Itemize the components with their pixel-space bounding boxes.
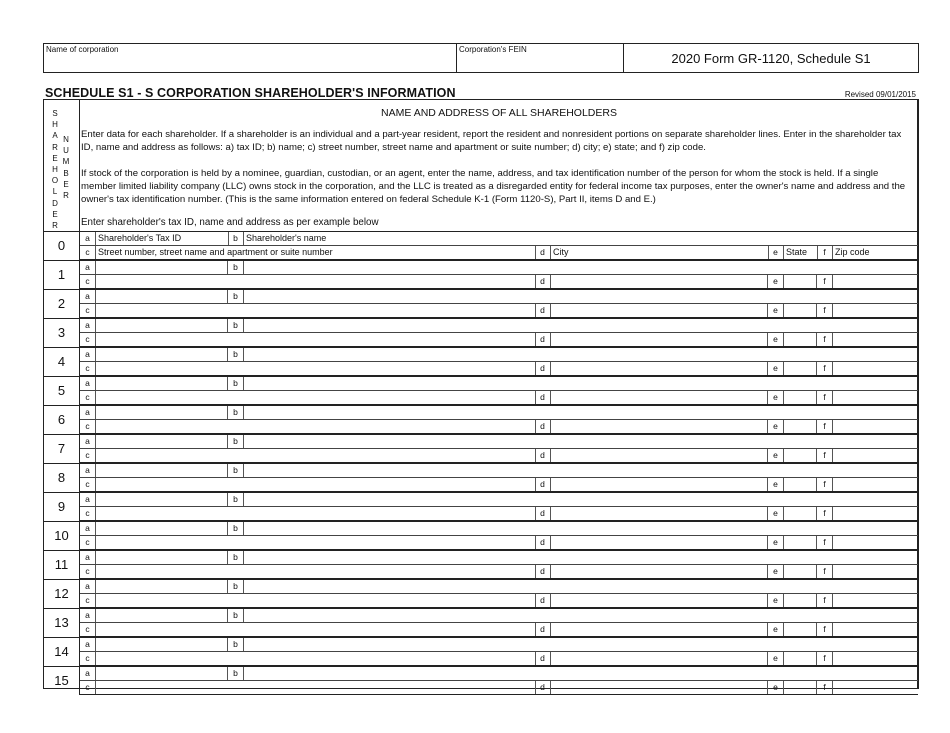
field-letter-f: f <box>817 304 833 317</box>
row-number: 15 <box>44 667 80 695</box>
shareholder-line-bottom <box>80 420 918 434</box>
state-input[interactable] <box>784 594 817 607</box>
field-letter-d: d <box>535 681 551 694</box>
tax-id-input[interactable] <box>96 609 228 622</box>
field-letter-e: e <box>768 652 784 665</box>
field-letter-d: d <box>535 362 551 375</box>
field-letter-b: b <box>228 319 244 332</box>
side-label-number: N U M B E R <box>62 135 70 201</box>
tax-id-input[interactable] <box>96 464 228 477</box>
field-letter-d: d <box>535 420 551 433</box>
shareholder-row <box>44 376 918 405</box>
field-letter-c: c <box>80 449 96 462</box>
divider <box>79 100 80 231</box>
tax-id-input[interactable] <box>96 261 228 274</box>
shareholder-name-input[interactable] <box>244 261 918 274</box>
shareholder-line-bottom <box>80 478 918 492</box>
field-letter-e: e <box>768 275 784 288</box>
state-input[interactable] <box>784 362 817 375</box>
street-address-input[interactable] <box>96 507 535 520</box>
row-number: 3 <box>44 319 80 347</box>
field-letter-e: e <box>768 565 784 578</box>
zip-code-input[interactable] <box>833 304 918 317</box>
field-letter-b: b <box>228 377 244 390</box>
street-address-input[interactable] <box>96 304 535 317</box>
city-input[interactable] <box>551 507 768 520</box>
shareholder-name-input[interactable] <box>244 580 918 593</box>
state-input[interactable] <box>784 449 817 462</box>
field-letter-f: f <box>817 565 833 578</box>
shareholder-row <box>44 463 918 492</box>
state-input[interactable] <box>784 565 817 578</box>
field-letter-b: b <box>228 580 244 593</box>
section-heading: NAME AND ADDRESS OF ALL SHAREHOLDERS <box>381 107 617 119</box>
zip-code-input[interactable] <box>833 478 918 491</box>
field-letter-a: a <box>80 319 96 332</box>
street-address-input[interactable] <box>96 391 535 404</box>
field-letter-e: e <box>768 681 784 694</box>
shareholder-line-top <box>80 290 918 304</box>
shareholder-line-top <box>80 667 918 681</box>
field-letter-a: a <box>80 638 96 651</box>
zip-code-input[interactable] <box>833 623 918 636</box>
form-title: 2020 Form GR-1120, Schedule S1 <box>671 51 871 66</box>
field-letter-c: c <box>80 594 96 607</box>
tax-id-input[interactable] <box>96 377 228 390</box>
field-letter-c: c <box>80 333 96 346</box>
field-letter-f: f <box>817 681 833 694</box>
row-number: 14 <box>44 638 80 666</box>
field-letter-a: a <box>80 290 96 303</box>
corporation-fein-field[interactable] <box>456 43 623 73</box>
tax-id-input[interactable] <box>96 551 228 564</box>
zip-code-input[interactable] <box>833 333 918 346</box>
field-letter-c: c <box>80 275 96 288</box>
field-letter-b: b <box>228 667 244 680</box>
row-number: 1 <box>44 261 80 289</box>
city-input[interactable] <box>551 478 768 491</box>
field-letter-e: e <box>768 594 784 607</box>
example-line-top <box>80 232 918 246</box>
field-letter-b: b <box>228 609 244 622</box>
field-letter-d: d <box>535 478 551 491</box>
city-input[interactable] <box>551 304 768 317</box>
shareholder-name-input[interactable] <box>244 435 918 448</box>
shareholder-line-bottom <box>80 507 918 521</box>
field-letter-c: c <box>80 565 96 578</box>
field-letter-a: a <box>80 464 96 477</box>
field-letter-f: f <box>817 333 833 346</box>
city-input[interactable] <box>551 565 768 578</box>
field-letter-c: c <box>80 362 96 375</box>
field-letter-a: a <box>80 551 96 564</box>
tax-id-input[interactable] <box>96 348 228 361</box>
shareholder-line-bottom <box>80 362 918 376</box>
shareholder-line-top <box>80 435 918 449</box>
field-letter-b: b <box>228 493 244 506</box>
shareholder-name-input[interactable] <box>244 348 918 361</box>
field-letter-b: b <box>228 290 244 303</box>
field-letter-e: e <box>768 449 784 462</box>
field-letter-a: a <box>80 406 96 419</box>
shareholder-row <box>44 521 918 550</box>
schedule-title: SCHEDULE S1 - S CORPORATION SHAREHOLDER'S INFORMATION <box>45 86 456 100</box>
zip-code-input[interactable] <box>833 391 918 404</box>
zip-code-input[interactable] <box>833 681 918 694</box>
shareholder-line-top <box>80 638 918 652</box>
example-label: Enter shareholder's tax ID, name and address as per example below <box>81 217 379 228</box>
shareholder-name-input[interactable] <box>244 464 918 477</box>
example-state-label: State <box>786 247 808 257</box>
field-letter-a: a <box>80 493 96 506</box>
field-letter-e: e <box>768 246 784 259</box>
tax-id-input[interactable] <box>96 493 228 506</box>
field-letter-f: f <box>817 449 833 462</box>
revised-date: Revised 09/01/2015 <box>844 90 916 99</box>
tax-id-input[interactable] <box>96 406 228 419</box>
field-letter-f: f <box>817 246 833 259</box>
field-letter-f: f <box>817 420 833 433</box>
instruction-paragraph-2: If stock of the corporation is held by a nominee, guardian, custodian, or an agent, enter the name, address, and tax identification number of the person for whom the stock is held. If a single member limited liability company (LLC) owns stock in the corporation, and the LLC is treated as a disregarded entity for federal income tax purposes, enter the owner's name and address and the owner's tax identification number. (This is the same information entered on federal Schedule K-1 (Form 1120-S), Part II, items D and E.) <box>81 168 906 205</box>
field-letter-c: c <box>80 246 96 259</box>
instruction-paragraph-1: Enter data for each shareholder. If a shareholder is an individual and a part-year resident, report the resident and nonresident portions on separate shareholder lines. Enter in the shareholder tax ID, name and address as follows: a) tax ID; b) name; c) street number, street name and apartment or suite number; d) city; e) state; and f) zip code. <box>81 129 902 153</box>
shareholder-row <box>44 347 918 376</box>
field-letter-c: c <box>80 536 96 549</box>
field-letter-d: d <box>535 333 551 346</box>
street-address-input[interactable] <box>96 478 535 491</box>
example-line-bottom <box>80 246 918 260</box>
zip-code-input[interactable] <box>833 507 918 520</box>
shareholder-line-top <box>80 609 918 623</box>
field-letter-b: b <box>228 435 244 448</box>
field-letter-a: a <box>80 435 96 448</box>
shareholder-line-bottom <box>80 304 918 318</box>
shareholder-row <box>44 492 918 521</box>
field-letter-c: c <box>80 652 96 665</box>
shareholder-row <box>44 318 918 347</box>
city-input[interactable] <box>551 652 768 665</box>
zip-code-input[interactable] <box>833 449 918 462</box>
city-input[interactable] <box>551 275 768 288</box>
shareholder-name-input[interactable] <box>244 493 918 506</box>
state-input[interactable] <box>784 304 817 317</box>
state-input[interactable] <box>784 478 817 491</box>
shareholder-row <box>44 434 918 463</box>
shareholder-row <box>44 550 918 579</box>
tax-id-input[interactable] <box>96 580 228 593</box>
zip-code-input[interactable] <box>833 536 918 549</box>
example-row <box>44 231 918 260</box>
state-input[interactable] <box>784 681 817 694</box>
shareholder-line-bottom <box>80 652 918 666</box>
field-letter-c: c <box>80 304 96 317</box>
field-letter-e: e <box>768 478 784 491</box>
side-label-shareholder: S H A R E H O L D E R <box>51 109 59 231</box>
field-letter-e: e <box>768 536 784 549</box>
shareholder-line-bottom <box>80 565 918 579</box>
field-letter-f: f <box>817 536 833 549</box>
shareholder-line-top <box>80 377 918 391</box>
field-letter-d: d <box>535 391 551 404</box>
shareholder-line-bottom <box>80 275 918 289</box>
street-address-input[interactable] <box>96 333 535 346</box>
street-address-input[interactable] <box>96 594 535 607</box>
zip-code-input[interactable] <box>833 275 918 288</box>
street-address-input[interactable] <box>96 681 535 694</box>
row-number: 6 <box>44 406 80 434</box>
tax-id-input[interactable] <box>96 522 228 535</box>
field-letter-b: b <box>228 638 244 651</box>
street-address-input[interactable] <box>96 275 535 288</box>
field-letter-d: d <box>535 652 551 665</box>
state-input[interactable] <box>784 420 817 433</box>
field-letter-c: c <box>80 507 96 520</box>
shareholder-line-bottom <box>80 594 918 608</box>
field-letter-e: e <box>768 623 784 636</box>
city-input[interactable] <box>551 391 768 404</box>
shareholder-line-bottom <box>80 449 918 463</box>
example-zip-label: Zip code <box>835 247 870 257</box>
field-letter-a: a <box>80 348 96 361</box>
street-address-input[interactable] <box>96 623 535 636</box>
field-letter-c: c <box>80 420 96 433</box>
shareholder-name-input[interactable] <box>244 406 918 419</box>
example-tax-id-label: Shareholder's Tax ID <box>98 233 182 243</box>
shareholder-line-bottom <box>80 391 918 405</box>
row-number: 12 <box>44 580 80 608</box>
street-address-input[interactable] <box>96 420 535 433</box>
row-number: 5 <box>44 377 80 405</box>
tax-id-input[interactable] <box>96 290 228 303</box>
city-input[interactable] <box>551 333 768 346</box>
shareholder-row <box>44 260 918 289</box>
street-address-input[interactable] <box>96 449 535 462</box>
city-input[interactable] <box>551 420 768 433</box>
field-letter-f: f <box>817 594 833 607</box>
shareholder-name-input[interactable] <box>244 319 918 332</box>
shareholder-line-top <box>80 406 918 420</box>
field-letter-b: b <box>228 406 244 419</box>
shareholder-name-input[interactable] <box>244 609 918 622</box>
tax-id-input[interactable] <box>96 667 228 680</box>
zip-code-input[interactable] <box>833 594 918 607</box>
tax-id-input[interactable] <box>96 319 228 332</box>
field-letter-d: d <box>535 246 551 259</box>
field-letter-c: c <box>80 391 96 404</box>
example-city-label: City <box>553 247 569 257</box>
field-letter-e: e <box>768 304 784 317</box>
example-name-label: Shareholder's name <box>246 233 327 243</box>
state-input[interactable] <box>784 507 817 520</box>
shareholder-name-input[interactable] <box>244 290 918 303</box>
corporation-name-label: Name of corporation <box>46 45 119 54</box>
street-address-input[interactable] <box>96 565 535 578</box>
row-number: 2 <box>44 290 80 318</box>
shareholder-name-input[interactable] <box>244 377 918 390</box>
tax-id-input[interactable] <box>96 435 228 448</box>
field-letter-e: e <box>768 420 784 433</box>
state-input[interactable] <box>784 536 817 549</box>
shareholder-line-top <box>80 464 918 478</box>
field-letter-d: d <box>535 449 551 462</box>
street-address-input[interactable] <box>96 536 535 549</box>
shareholder-name-input[interactable] <box>244 551 918 564</box>
shareholder-line-bottom <box>80 623 918 637</box>
shareholder-name-input[interactable] <box>244 638 918 651</box>
field-letter-b: b <box>228 551 244 564</box>
shareholder-name-input[interactable] <box>244 667 918 680</box>
shareholder-line-top <box>80 261 918 275</box>
field-letter-a: a <box>80 232 96 245</box>
field-letter-a: a <box>80 261 96 274</box>
field-letter-b: b <box>228 348 244 361</box>
example-street-label: Street number, street name and apartment or suite number <box>98 247 333 257</box>
field-letter-e: e <box>768 333 784 346</box>
row-number: 4 <box>44 348 80 376</box>
field-letter-f: f <box>817 391 833 404</box>
shareholder-row <box>44 666 918 695</box>
row-number: 7 <box>44 435 80 463</box>
field-letter-d: d <box>535 275 551 288</box>
field-letter-e: e <box>768 391 784 404</box>
city-input[interactable] <box>551 623 768 636</box>
field-letter-f: f <box>817 275 833 288</box>
zip-code-input[interactable] <box>833 420 918 433</box>
shareholder-section <box>43 99 919 692</box>
field-letter-f: f <box>817 652 833 665</box>
shareholder-row <box>44 608 918 637</box>
field-letter-a: a <box>80 609 96 622</box>
shareholder-row <box>44 289 918 318</box>
shareholder-line-bottom <box>80 681 918 695</box>
street-address-input[interactable] <box>96 652 535 665</box>
row-number: 9 <box>44 493 80 521</box>
field-letter-d: d <box>535 536 551 549</box>
tax-id-input[interactable] <box>96 638 228 651</box>
field-letter-a: a <box>80 580 96 593</box>
city-input[interactable] <box>551 681 768 694</box>
field-letter-b: b <box>228 522 244 535</box>
city-input[interactable] <box>551 449 768 462</box>
city-input[interactable] <box>551 594 768 607</box>
row-number: 11 <box>44 551 80 579</box>
field-letter-e: e <box>768 507 784 520</box>
field-letter-d: d <box>535 507 551 520</box>
form-title-box <box>623 43 919 73</box>
field-letter-f: f <box>817 507 833 520</box>
corporation-fein-label: Corporation's FEIN <box>459 45 527 54</box>
shareholder-line-top <box>80 551 918 565</box>
shareholder-line-top <box>80 493 918 507</box>
shareholder-line-top <box>80 348 918 362</box>
field-letter-d: d <box>535 304 551 317</box>
field-letter-d: d <box>535 594 551 607</box>
field-letter-f: f <box>817 478 833 491</box>
street-address-input[interactable] <box>96 362 535 375</box>
field-letter-f: f <box>817 623 833 636</box>
field-letter-c: c <box>80 623 96 636</box>
city-input[interactable] <box>551 536 768 549</box>
shareholder-name-input[interactable] <box>244 522 918 535</box>
zip-code-input[interactable] <box>833 652 918 665</box>
shareholder-line-bottom <box>80 536 918 550</box>
field-letter-f: f <box>817 362 833 375</box>
field-letter-b: b <box>228 232 244 245</box>
shareholder-line-bottom <box>80 333 918 347</box>
field-letter-b: b <box>228 464 244 477</box>
field-letter-d: d <box>535 565 551 578</box>
field-letter-a: a <box>80 377 96 390</box>
field-letter-c: c <box>80 681 96 694</box>
field-letter-c: c <box>80 478 96 491</box>
state-input[interactable] <box>784 275 817 288</box>
zip-code-input[interactable] <box>833 565 918 578</box>
row-number: 8 <box>44 464 80 492</box>
shareholder-row <box>44 579 918 608</box>
field-letter-a: a <box>80 667 96 680</box>
row-number: 10 <box>44 522 80 550</box>
shareholder-line-top <box>80 522 918 536</box>
field-letter-d: d <box>535 623 551 636</box>
city-input[interactable] <box>551 362 768 375</box>
state-input[interactable] <box>784 333 817 346</box>
row-number: 13 <box>44 609 80 637</box>
state-input[interactable] <box>784 623 817 636</box>
state-input[interactable] <box>784 652 817 665</box>
field-letter-e: e <box>768 362 784 375</box>
zip-code-input[interactable] <box>833 362 918 375</box>
field-letter-a: a <box>80 522 96 535</box>
shareholder-line-top <box>80 319 918 333</box>
shareholder-line-top <box>80 580 918 594</box>
shareholder-row <box>44 405 918 434</box>
field-letter-b: b <box>228 261 244 274</box>
state-input[interactable] <box>784 391 817 404</box>
row-number: 0 <box>44 232 80 260</box>
corporation-name-field[interactable] <box>43 43 456 73</box>
shareholder-row <box>44 637 918 666</box>
